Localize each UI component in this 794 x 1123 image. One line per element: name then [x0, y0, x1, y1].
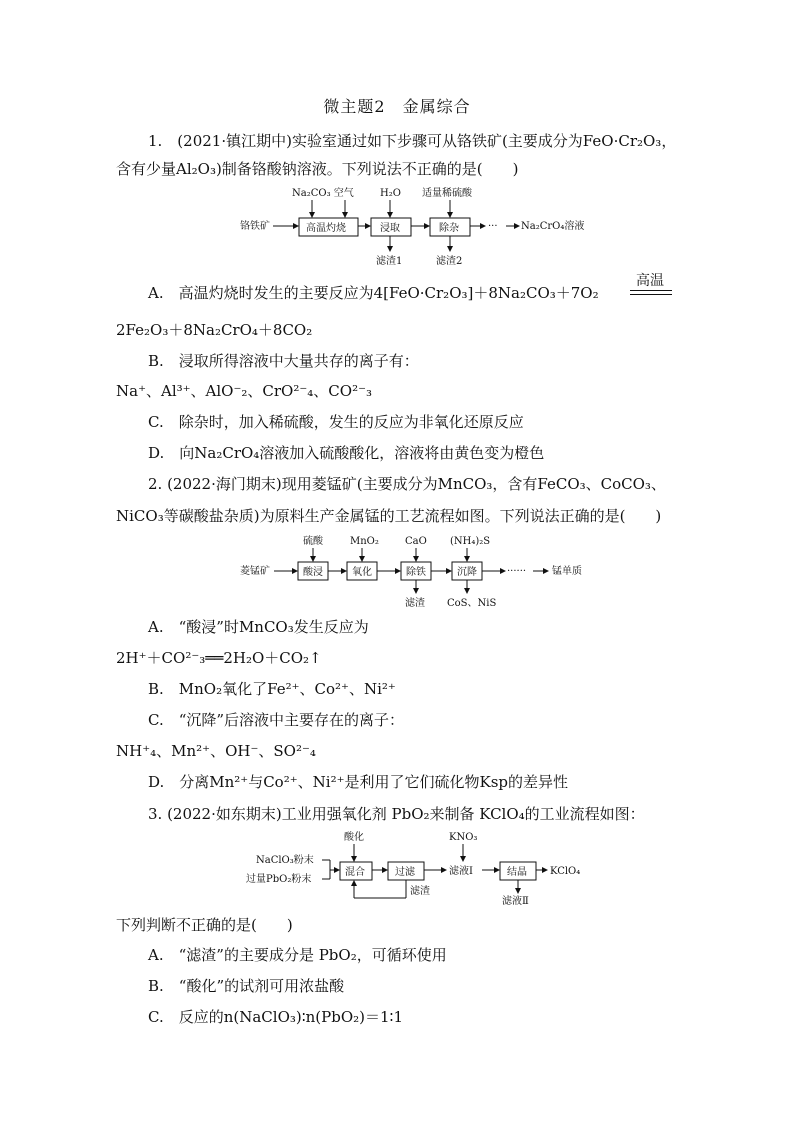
q3-flow-top1: 酸化: [344, 832, 364, 843]
q1-flow-box1: 高温灼烧: [306, 223, 346, 234]
q1-stem-line1: 1. (2021·镇江期中)实验室通过如下步骤可从铬铁矿(主要成分为FeO·Cr₂O₃，: [148, 132, 677, 150]
q3-flow-diagram: [244, 828, 604, 908]
q1-flow-in1: Na₂CO₃ 空气: [292, 188, 354, 199]
q2-option-b: B. MnO₂氧化了Fe²⁺、Co²⁺、Ni²⁺: [148, 680, 396, 698]
q3-flow-residue: 滤渣: [410, 886, 430, 897]
q1-option-b-line1: B. 浸取所得溶液中大量共存的离子有：: [148, 352, 419, 370]
q1-option-a-condition: 高温: [636, 273, 664, 289]
q2-flow-box2: 氧化: [352, 567, 372, 578]
q3-judge: 下列判断不正确的是( ): [116, 916, 293, 934]
q3-flow-top2: KNO₃: [449, 832, 478, 843]
q1-flow-end: Na₂CrO₄溶液: [521, 221, 585, 232]
q3-stem-line1: 3. (2022·如东期末)工业用强氧化剂 PbO₂来制备 KClO₄的工业流程如图：: [148, 805, 645, 823]
q1-option-b-line2: Na⁺、Al³⁺、AlO⁻₂、CrO²⁻₄、CO²⁻₃: [116, 382, 373, 400]
q1-stem-line2: 含有少量Al₂O₃)制备铬酸钠溶液。下列说法不正确的是( ): [116, 160, 519, 178]
q2-flow-start: 菱锰矿: [240, 566, 270, 577]
q1-flow-out3: 滤渣2: [436, 256, 463, 266]
q1-flow-box2: 浸取: [380, 223, 400, 234]
q1-flow-dots: ···: [488, 221, 498, 232]
q2-flow-in2: MnO₂: [350, 536, 379, 547]
q2-stem-line1: 2. (2022·海门期末)现用菱锰矿(主要成分为MnCO₃，含有FeCO₃、CoCO₃、: [148, 475, 666, 493]
q1-flow-in2: H₂O: [380, 188, 401, 199]
q2-flow-in3: CaO: [405, 536, 427, 547]
q2-option-d: D. 分离Mn²⁺与Co²⁺、Ni²⁺是利用了它们硫化物Ksp的差异性: [148, 773, 569, 791]
q2-flow-in4: (NH₄)₂S: [450, 536, 491, 547]
q2-flow-dots: ······: [507, 566, 527, 577]
q2-flow-box3: 除铁: [406, 567, 426, 578]
q2-flow-end: 锰单质: [552, 566, 582, 577]
q3-option-b: B. “酸化”的试剂可用浓盐酸: [148, 977, 345, 995]
q2-flow-in1: 硫酸: [303, 536, 323, 547]
q1-flow-start: 铬铁矿: [240, 221, 270, 232]
q1-equal-sign-bar-top: [630, 290, 672, 291]
q1-flow-out2: 滤渣1: [376, 256, 403, 266]
q1-equal-sign-bar-bottom: [630, 294, 672, 295]
q3-flow-box1: 混合: [345, 867, 365, 878]
q1-option-c: C. 除杂时，加入稀硫酸，发生的反应为非氧化还原反应: [148, 413, 524, 431]
q2-flow-box1: 酸浸: [303, 567, 323, 578]
q3-flow-box2: 过滤: [395, 867, 415, 878]
q2-flow-out4: CoS、NiS: [447, 598, 497, 609]
q3-option-c: C. 反应的n(NaClO₃)∶n(PbO₂)＝1∶1: [148, 1008, 403, 1026]
q1-flow-box3: 除杂: [439, 223, 459, 234]
q3-flow-end: KClO₄: [550, 866, 581, 877]
q1-option-a-line1: A. 高温灼烧时发生的主要反应为4[FeO·Cr₂O₃]＋8Na₂CO₃＋7O₂: [148, 284, 599, 302]
q1-flow-diagram: [240, 184, 600, 266]
q3-option-a: A. “滤渣”的主要成分是 PbO₂，可循环使用: [148, 946, 447, 964]
q3-flow-box3: 结晶: [507, 867, 527, 878]
q2-flow-box4: 沉降: [457, 567, 477, 578]
q3-flow-in-a: NaClO₃粉末: [256, 855, 314, 866]
q2-option-a-line2: 2H⁺＋CO²⁻₃══2H₂O＋CO₂↑: [116, 649, 322, 667]
q1-flow-in3: 适量稀硫酸: [422, 188, 472, 199]
q1-option-d: D. 向Na₂CrO₄溶液加入硫酸酸化，溶液将由黄色变为橙色: [148, 444, 545, 462]
q3-flow-liquor2: 滤液Ⅱ: [502, 896, 529, 907]
q3-flow-liquor1: 滤液Ⅰ: [449, 866, 473, 877]
q3-flow-in-b: 过量PbO₂粉末: [246, 874, 312, 885]
q2-stem-line2: NiCO₃等碳酸盐杂质)为原料生产金属锰的工艺流程如图。下列说法正确的是( ): [116, 507, 662, 525]
q2-flow-out3: 滤渣: [405, 598, 425, 609]
page-title: 微主题2 金属综合: [323, 97, 471, 116]
q2-option-a-line1: A. “酸浸”时MnCO₃发生反应为: [148, 618, 369, 636]
q2-option-c-line2: NH⁺₄、Mn²⁺、OH⁻、SO²⁻₄: [116, 742, 316, 760]
q1-option-a-line2: 2Fe₂O₃＋8Na₂CrO₄＋8CO₂: [116, 321, 313, 339]
q2-flow-diagram: [240, 534, 600, 610]
q2-option-c-line1: C. “沉降”后溶液中主要存在的离子：: [148, 711, 405, 729]
